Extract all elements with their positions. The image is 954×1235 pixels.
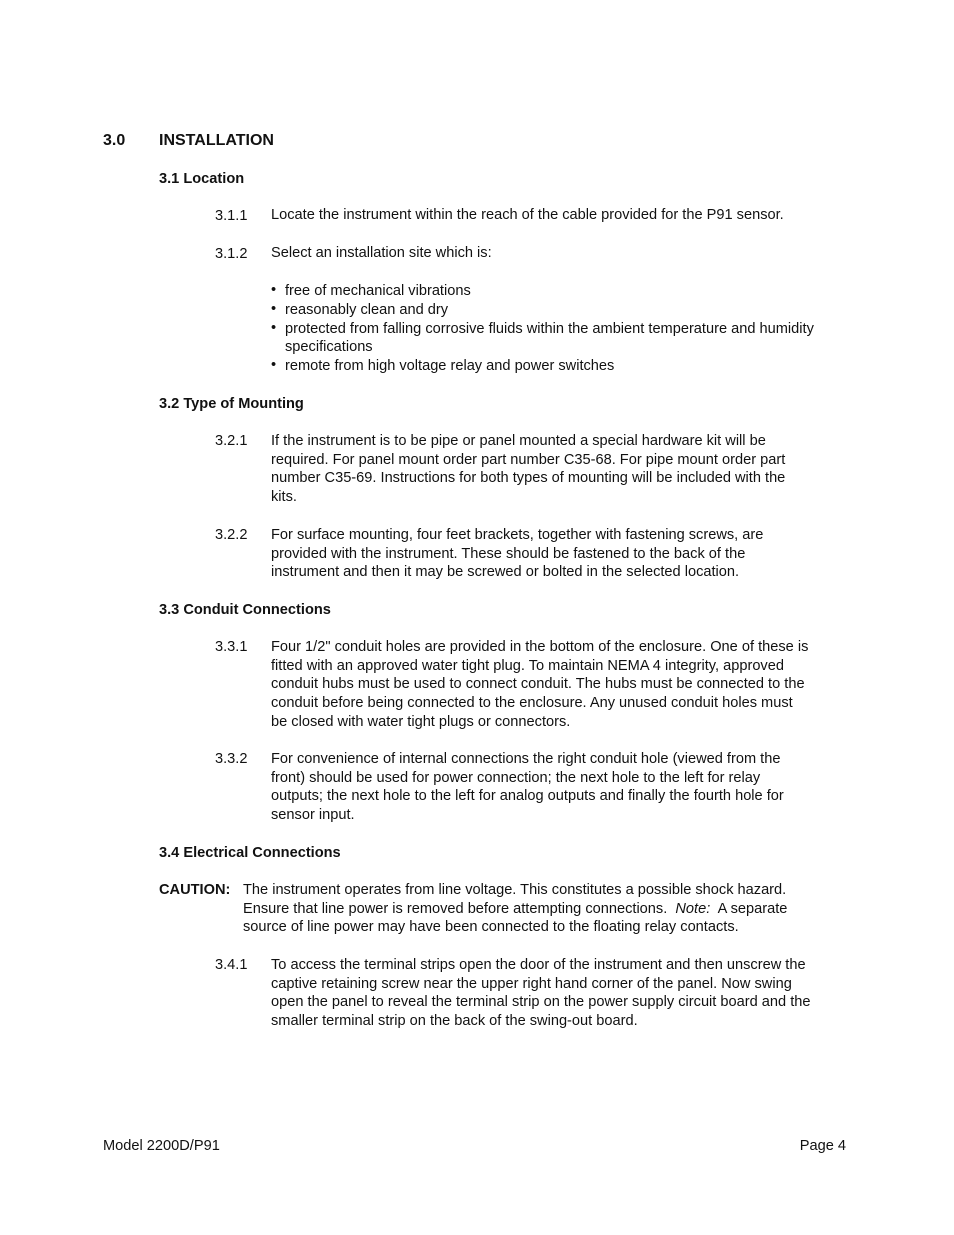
text-span: Ensure that line power is removed before attempting connections. [243, 900, 676, 917]
subsection-heading-type-of-mounting: 3.2 Type of Mounting [159, 396, 304, 412]
list-item: protected from falling corrosive fluids within the ambient temperature and humidity [285, 321, 814, 337]
text-line: instrument and then it may be screwed or bolted in the selected location. [271, 564, 740, 581]
section-title: INSTALLATION [159, 132, 274, 149]
paragraph-number: 3.2.2 [215, 527, 248, 543]
text-line: Four 1/2" conduit holes are provided in the bottom of the enclosure. One of these is [271, 639, 809, 655]
text-line: sensor input. [271, 807, 355, 824]
text-line: smaller terminal strip on the back of the swing-out board. [271, 1013, 638, 1030]
caution-text [243, 881, 787, 937]
paragraph-number: 3.3.1 [215, 639, 248, 655]
text-line: Locate the instrument within the reach of the cable provided for the P91 sensor. [271, 207, 784, 223]
text-line: Select an installation site which is: [271, 245, 492, 261]
text-line: provided with the instrument. These should be fastened to the back of the [271, 545, 746, 562]
paragraph-number: 3.1.1 [215, 208, 248, 224]
list-item: remote from high voltage relay and power switches [285, 358, 615, 374]
text-line: conduit before being connected to the enclosure. Any unused conduit holes must [271, 695, 793, 712]
text-line: required. For panel mount order part number C35-68. For pipe mount order part [271, 451, 786, 468]
subsection-heading-electrical-connections: 3.4 Electrical Connections [159, 845, 341, 861]
subsection-heading-location: 3.1 Location [159, 171, 245, 187]
paragraph-text [271, 206, 784, 225]
bullet-icon: • [271, 320, 277, 336]
paragraph-number: 3.2.1 [215, 433, 248, 449]
paragraph-number: 3.1.2 [215, 246, 248, 262]
text-line: number C35-69. Instructions for both types of mounting will be included with the [271, 470, 786, 487]
list-item: free of mechanical vibrations [285, 283, 471, 299]
paragraph-text [271, 956, 810, 1031]
note-label: Note: [675, 900, 711, 917]
text-line: outputs; the next hole to the left for analog outputs and finally the fourth hole for [271, 788, 784, 805]
paragraph-text [271, 638, 808, 732]
text-line: If the instrument is to be pipe or panel mounted a special hardware kit will be [271, 433, 766, 449]
footer-page-number: Page 4 [799, 1138, 846, 1154]
text-line: For convenience of internal connections the right conduit hole (viewed from the [271, 751, 781, 767]
text-line [243, 900, 787, 919]
paragraph-text [271, 244, 492, 263]
list-item: reasonably clean and dry [285, 302, 449, 318]
footer-model: Model 2200D/P91 [103, 1138, 220, 1154]
subsection-heading-conduit-connections: 3.3 Conduit Connections [159, 602, 331, 618]
text-line: fitted with an approved water tight plug. To maintain NEMA 4 integrity, approved [271, 657, 784, 674]
bullet-icon: • [271, 357, 277, 373]
text-line: kits. [271, 489, 297, 506]
paragraph-number: 3.4.1 [215, 957, 248, 973]
list-item-continuation: specifications [285, 339, 373, 355]
text-line: source of line power may have been connected to the floating relay contacts. [243, 919, 739, 936]
paragraph-text [271, 750, 784, 825]
section-number: 3.0 [103, 132, 126, 149]
paragraph-text [271, 432, 785, 507]
text-span: A separate [710, 900, 788, 917]
text-line: captive retaining screw near the upper right hand corner of the panel. Now swing [271, 975, 792, 992]
paragraph-text [271, 526, 763, 582]
bullet-icon: • [271, 282, 277, 298]
text-line: open the panel to reveal the terminal strip on the power supply circuit board and the [271, 994, 811, 1011]
text-line: The instrument operates from line voltage. This constitutes a possible shock hazard. [243, 882, 787, 898]
bullet-icon: • [271, 301, 277, 317]
text-line: front) should be used for power connection; the next hole to the left for relay [271, 769, 761, 786]
text-line: For surface mounting, four feet brackets, together with fastening screws, are [271, 527, 764, 543]
caution-label: CAUTION: [159, 882, 231, 898]
text-line: be closed with water tight plugs or connectors. [271, 713, 571, 730]
text-line: To access the terminal strips open the door of the instrument and then unscrew the [271, 957, 806, 973]
text-line: conduit hubs must be used to connect conduit. The hubs must be connected to the [271, 676, 805, 693]
paragraph-number: 3.3.2 [215, 751, 248, 767]
